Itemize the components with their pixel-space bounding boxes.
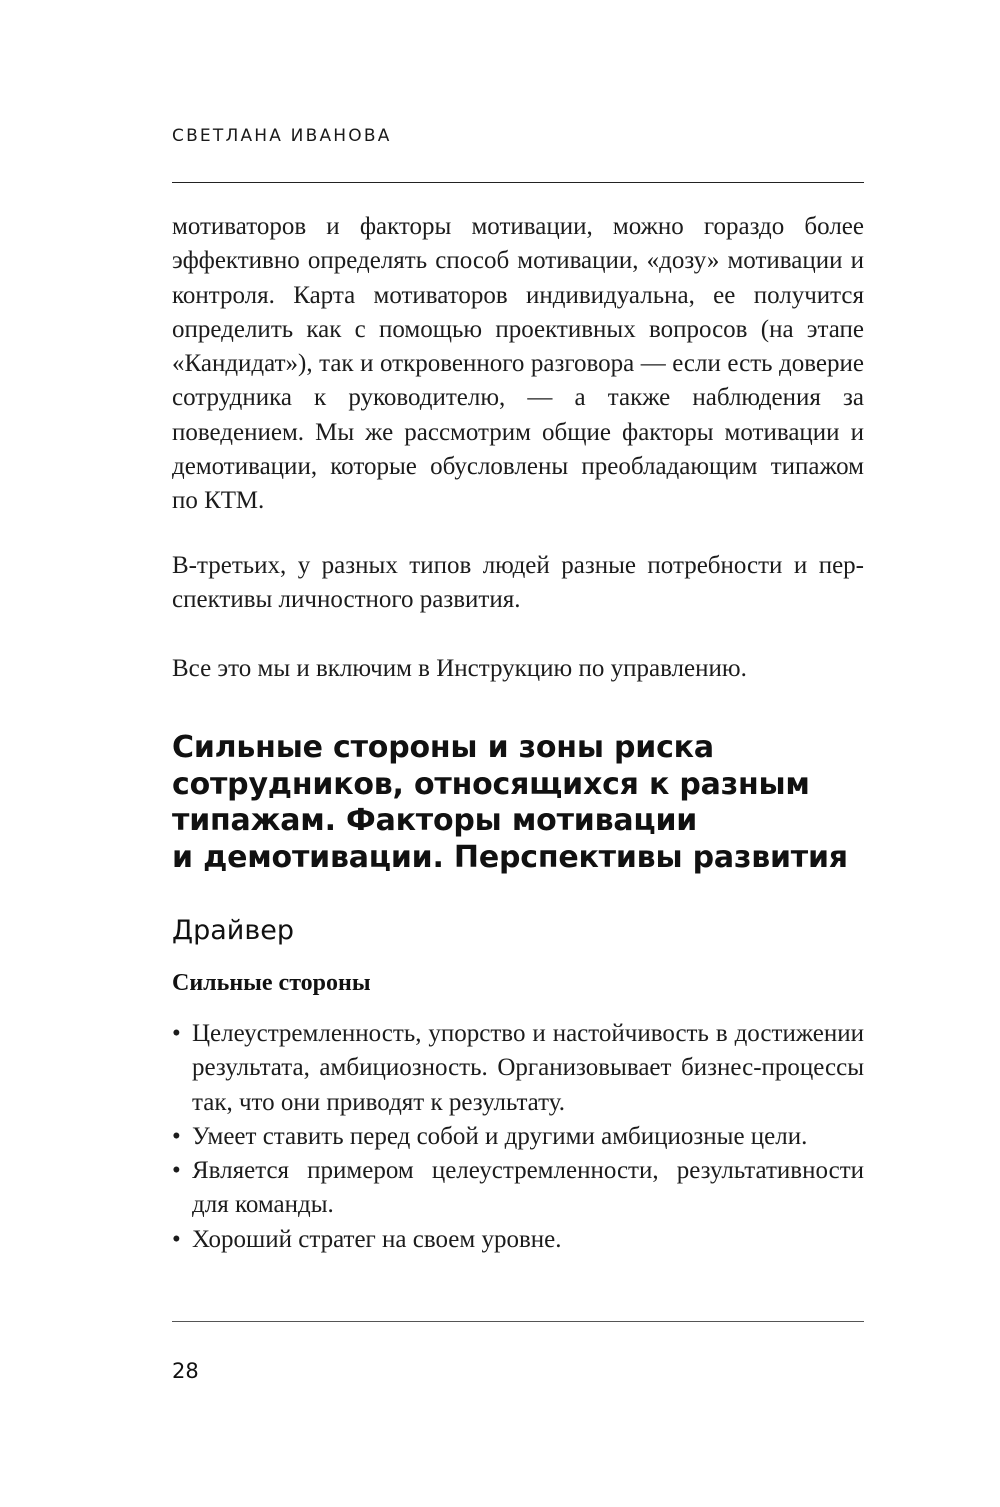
list-item-text: Умеет ставить перед собой и другими амбициозные цели. <box>192 1122 808 1150</box>
section-heading-line: типажам. Факторы мотивации <box>172 803 698 838</box>
bullet-marker: • <box>172 1157 181 1185</box>
list-item <box>172 1154 864 1223</box>
bullet-marker: • <box>172 1122 181 1150</box>
footer-rule <box>172 1321 864 1322</box>
section-heading-line: сотрудников, относящихся к разным <box>172 766 810 802</box>
section-heading-line: и демотивации. Перспективы развития <box>172 839 848 875</box>
section-heading <box>172 730 872 876</box>
bullet-marker: • <box>172 1225 181 1253</box>
page-number: 28 <box>172 1359 199 1383</box>
section-heading-line: Сильные стороны и зоны риска <box>172 730 714 765</box>
running-head: СВЕТЛАНА ИВАНОВА <box>172 126 392 146</box>
body-paragraph: Все это мы и включим в Инструкцию по управлению. <box>172 655 747 682</box>
header-rule <box>172 182 864 183</box>
list-item <box>172 1223 864 1257</box>
subsubsection-heading: Сильные стороны <box>172 970 371 996</box>
body-paragraph: В-третьих, у разных типов людей разные потребности и перспективы личностного развития. <box>172 552 864 614</box>
list-item <box>172 1017 864 1120</box>
list-item-text: Хороший стратег на своем уровне. <box>192 1225 562 1253</box>
list-item <box>172 1120 864 1154</box>
bullet-marker: • <box>172 1020 181 1047</box>
list-item-text: Целеустремленность, упорство и настойчивость в достижении результата, амбициозность. Организовывает бизнес-процессы так, что они приводят к результату. <box>192 1020 864 1116</box>
list-item-text: Является примером целеустремленности, результативности для команды. <box>192 1157 864 1219</box>
body-paragraph: мотиваторов и факторы мотивации, можно гораздо более эффективно определять способ мотивации, «дозу» мотивации и контроля. Карта мотиваторов индивидуальна, ее получится определить как с помощью проективных вопросов (на этапе «Кандидат»), так и откровенного разговора — если есть доверие сотрудника к руководителю, — а также наблюдения за поведением. Мы же рассмотрим общие факторы мотивации и демотивации, которые обусловлены преобладающим типажом по КТМ. <box>172 213 864 515</box>
subsection-heading: Драйвер <box>172 915 294 946</box>
strengths-list <box>172 1017 864 1257</box>
